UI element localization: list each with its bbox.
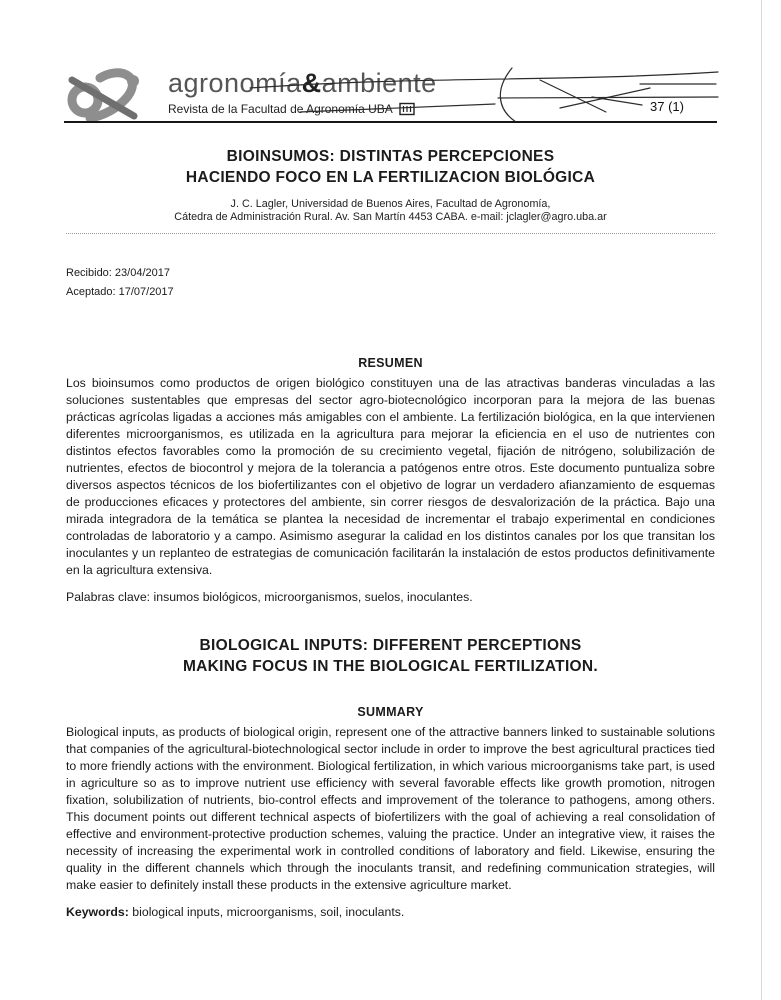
received-date: 23/04/2017: [114, 267, 170, 280]
accepted-label: Aceptado:: [66, 286, 116, 299]
received-label: Recibido:: [66, 267, 112, 280]
summary-body: Biological inputs, as products of biological origin, represent one of the attractive banners linked to sustainable solutions that companies of the agricultural-biotechnological sector include in order to improve the best agricultural practices tied to more friendly actions with the environment. Biological fertilization, in which various microorganisms take part, is used in agriculture so as to improve nutrient use efficiency with several favorable effects like growth promotion, nitrogen fixation, solubilization of nutrients, bio-control effects and improvement of the tolerance to pathogens, among others. This document points out different technical aspects of biofertilizers with the goal of achieving a real consolidation of effective and environment-protective production schemes, valuing the practice. Under an integrative view, it raises the necessity of increasing the experimental work in controlled conditions of laboratory and field. Likewise, ensuring the quality in the different channels which through the inoculants transit, and redefining communication strategies, will make easier to definitely install these products in the extensive agriculture market.: [66, 725, 715, 893]
keywords-line: [66, 904, 715, 920]
article-title-line2: HACIENDO FOCO EN LA FERTILIZACION BIOLÓGICA: [185, 169, 596, 186]
article-title-line1: BIOINSUMOS: DISTINTAS PERCEPCIONES: [226, 148, 555, 165]
keywords-label: Keywords:: [66, 905, 129, 920]
journal-header: [0, 0, 781, 128]
keywords-text: biological inputs, microorganisms, soil, inoculants.: [128, 905, 405, 920]
journal-name-ampersand: &: [301, 68, 322, 98]
journal-subtitle: Revista de la Facultad de Agronomía UBA: [168, 102, 393, 116]
journal-name-left: agronomía: [168, 68, 302, 98]
received-row: [66, 264, 715, 283]
journal-name: [168, 68, 437, 98]
author-affiliation: [66, 198, 715, 224]
english-title: [66, 635, 715, 677]
header-rule: [64, 121, 717, 123]
palabras-clave-line: [66, 589, 715, 605]
palabras-clave-text: insumos biológicos, microorganismos, suelos, inoculantes.: [150, 590, 473, 605]
author-line2: Cátedra de Administración Rural. Av. San Martín 4453 CABA. e-mail: jclagler@agro.uba.ar: [174, 211, 607, 224]
scan-edge-line: [761, 0, 762, 1000]
author-line1: J. C. Lagler, Universidad de Buenos Aires, Facultad de Agronomía,: [230, 198, 551, 211]
english-title-line1: BIOLOGICAL INPUTS: DIFFERENT PERCEPTIONS: [199, 637, 582, 655]
uba-crest-icon: [399, 102, 415, 116]
submission-dates: [66, 264, 715, 302]
article-content: [0, 146, 781, 920]
journal-subtitle-row: [168, 102, 437, 116]
english-title-line2: MAKING FOCUS IN THE BIOLOGICAL FERTILIZATION.: [182, 658, 599, 676]
summary-heading: SUMMARY: [357, 705, 424, 720]
accepted-date: 17/07/2017: [118, 286, 174, 299]
resumen-heading: RESUMEN: [358, 356, 423, 371]
author-separator: [66, 233, 715, 234]
issue-number: 37 (1): [647, 99, 687, 114]
accepted-row: [66, 283, 715, 302]
article-title: [66, 146, 715, 188]
journal-logo-icon: [60, 64, 160, 126]
resumen-body: Los bioinsumos como productos de origen biológico constituyen una de las atractivas banderas vinculadas a las soluciones sustentables que empresas del sector agro-biotecnológico incorporan para la mejora de las buenas prácticas agrícolas ligadas a acciones más amigables con el ambiente. La fertilización biológica, en la que intervienen diferentes microorganismos, es utilizada en la agricultura para mejorar la eficiencia en el uso de nutrientes con distintos efectos favorables como la promoción de su crecimiento vegetal, fijación de nitrógeno, solubilización de nutrientes, efectos de biocontrol y mejora de la tolerancia a patógenos entre otros. Este documento puntualiza sobre diversos aspectos técnicos de los biofertilizantes con el objetivo de lograr un verdadero afianzamiento de esquemas de producciones eficaces y protectores del ambiente, sin correr riesgos de desvalorización de la práctica. Bajo una mirada integradora de la temática se plantea la necesidad de incrementar el trabajo experimental en condiciones controladas de laboratorio y a campo. Asimismo asegurar la calidad en los distintos canales por los que transitan los inoculantes y un replanteo de estrategias de comunicación facilitarán la instalación de estos productos definitivamente en la agricultura extensiva.: [66, 376, 715, 578]
journal-name-right: ambiente: [321, 68, 437, 98]
palabras-clave-label: Palabras clave:: [66, 590, 151, 605]
journal-brand: [168, 68, 437, 116]
